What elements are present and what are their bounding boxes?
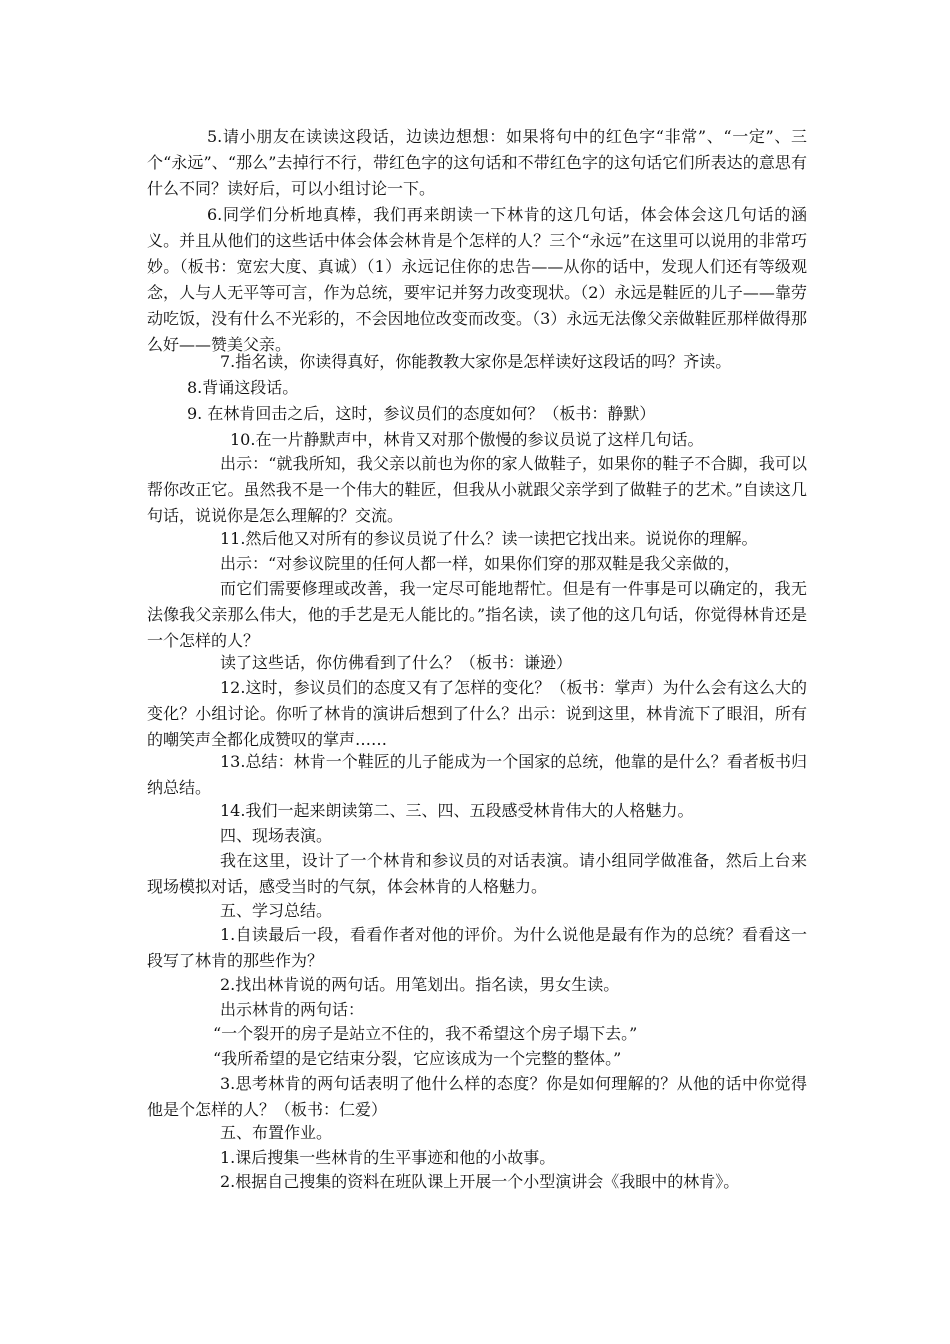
paragraph-12: 12.这时，参议员们的态度又有了怎样的变化？（板书：掌声）为什么会有这么大的变化？小组讨论。你听了林肯的演讲后想到了什么？出示：说到这里，林肯流下了眼泪，所有的嘲笑声全都化成赞叹的掌声…… (147, 678, 807, 749)
homework-item-1: 1.课后搜集一些林肯的生平事迹和他的小故事。 (220, 1148, 556, 1167)
lincoln-quote-1: “一个裂开的房子是站立不住的，我不希望这个房子塌下去。” (213, 1024, 638, 1043)
paragraph-11: 11.然后他又对所有的参议员说了什么？读一读把它找出来。说说你的理解。 (220, 529, 758, 548)
paragraph-9: 9. 在林肯回击之后，这时，参议员们的态度如何？（板书：静默） (187, 404, 656, 423)
paragraph-6: 6.同学们分析地真棒，我们再来朗读一下林肯的这几句话，体会体会这几句话的涵义。并且从他们的这些话中体会体会林肯是个怎样的人？三个“永远”在这里可以说用的非常巧妙。（板书：宽宏大度、真诚）（1）永远记住你的忠告——从你的话中，发现人们还有等级观念，人与人无平等可言，作为总统，要牢记并努力改变现状。（2）永远是鞋匠的儿子——靠劳动吃饭，没有什么不光彩的，不会因地位改变而改变。（3）永远无法像父亲做鞋匠那样做得那么好——赞美父亲。 (147, 205, 807, 354)
paragraph-14: 14.我们一起来朗读第二、三、四、五段感受林肯伟大的人格魅力。 (220, 801, 694, 820)
lincoln-quote-2: “我所希望的是它结束分裂，它应该成为一个完整的整体。” (213, 1049, 622, 1068)
paragraph-5: 5.请小朋友在读读这段话，边读边想想：如果将句中的红色字“非常”、“一定”、三个“永远”、“那么”去掉行不行，带红色字的这句话和不带红色字的这句话它们所表达的意思有什么不同？读好后，可以小组讨论一下。 (147, 127, 807, 198)
quote-shoes: 出示：“就我所知，我父亲以前也为你的家人做鞋子，如果你的鞋子不合脚，我可以帮你改正它。虽然我不是一个伟大的鞋匠，但我从小就跟父亲学到了做鞋子的艺术。”自读这几句话，说说你是怎么理解的？交流。 (147, 454, 807, 525)
homework-item-2: 2.根据自己搜集的资料在班队课上开展一个小型演讲会《我眼中的林肯》。 (220, 1172, 740, 1191)
summary-item-1: 1.自读最后一段，看看作者对他的评价。为什么说他是最有作为的总统？看看这一段写了林肯的那些作为？ (147, 925, 807, 970)
paragraph-10: 10.在一片静默声中，林肯又对那个傲慢的参议员说了这样几句话。 (230, 430, 704, 449)
summary-item-2: 2.找出林肯说的两句话。用笔划出。指名读，男女生读。 (220, 975, 620, 994)
summary-item-3: 3.思考林肯的两句话表明了他什么样的态度？你是如何理解的？从他的话中你觉得他是个怎样的人？（板书：仁爱） (147, 1074, 807, 1119)
section-4-body: 我在这里，设计了一个林肯和参议员的对话表演。请小组同学做准备，然后上台来现场模拟对话，感受当时的气氛，体会林肯的人格魅力。 (147, 851, 807, 896)
quote-senate-intro: 出示：“对参议院里的任何人都一样，如果你们穿的那双鞋是我父亲做的， (220, 554, 741, 573)
humble-line: 读了这些话，你仿佛看到了什么？（板书：谦逊） (220, 653, 573, 672)
paragraph-8: 8.背诵这段话。 (187, 378, 299, 397)
section-heading-5: 五、学习总结。 (220, 901, 333, 920)
paragraph-7: 7.指名读，你读得真好，你能教教大家你是怎样读好这段话的吗？齐读。 (220, 352, 732, 371)
summary-item-2-intro: 出示林肯的两句话： (220, 1000, 365, 1019)
quote-senate-cont: 而它们需要修理或改善，我一定尽可能地帮忙。但是有一件事是可以确定的，我无法像我父亲那么伟大，他的手艺是无人能比的。”指名读，读了他的这几句话，你觉得林肯还是一个怎样的人？ (147, 579, 807, 650)
paragraph-13: 13.总结：林肯一个鞋匠的儿子能成为一个国家的总统，他靠的是什么？看者板书归纳总结。 (147, 752, 807, 797)
section-heading-homework: 五、布置作业。 (220, 1123, 333, 1142)
section-heading-4: 四、现场表演。 (220, 826, 333, 845)
